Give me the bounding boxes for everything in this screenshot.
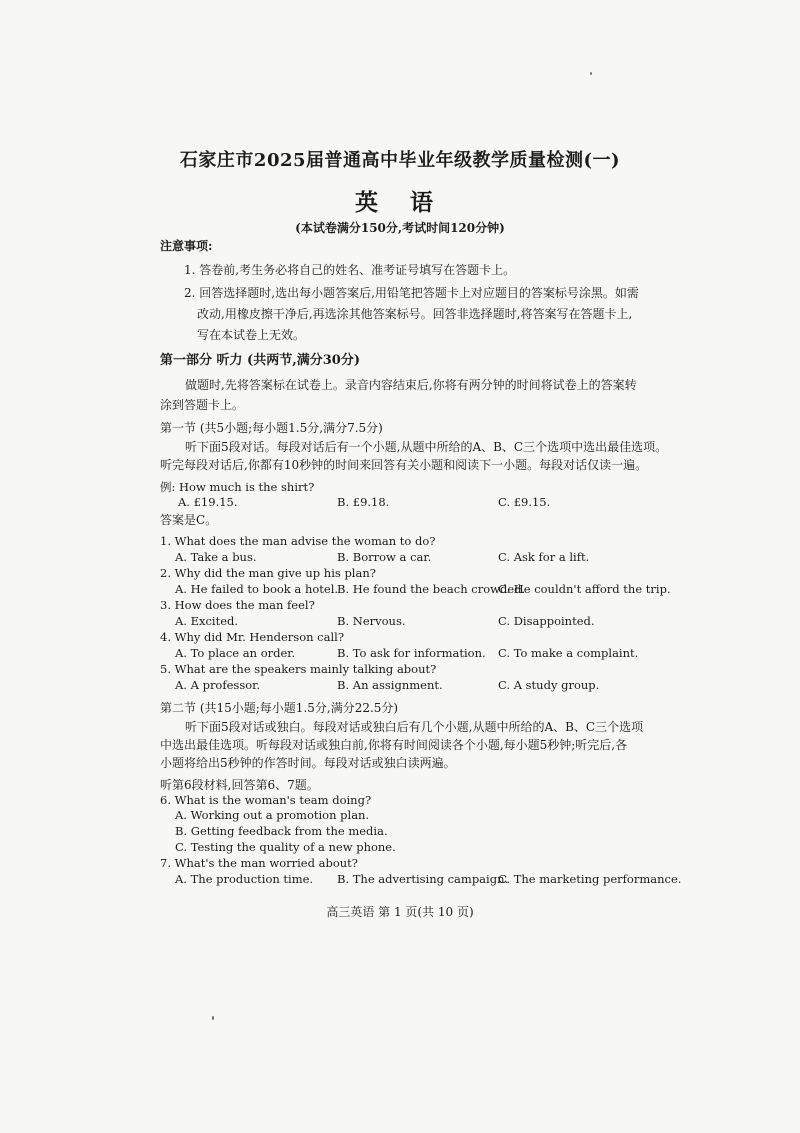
example-option-c: C. £9.15. — [498, 495, 551, 509]
question-4-option-a: A. To place an order. — [175, 646, 296, 660]
section2-instructions-cont: 小题将给出5秒钟的作答时间。每段对话或独白读两遍。 — [160, 756, 456, 770]
question-7: 7. What's the man worried about? — [160, 856, 358, 870]
notes-item-2-cont: 改动,用橡皮擦干净后,再选涂其他答案标号。回答非选择题时,将答案写在答题卡上, — [197, 307, 633, 321]
section2-heading: 第二节 (共15小题;每小题1.5分,满分22.5分) — [160, 701, 399, 715]
question-1: 1. What does the man advise the woman to do? — [160, 534, 436, 548]
question-7-option-a: A. The production time. — [175, 872, 314, 886]
question-4: 4. Why did Mr. Henderson call? — [160, 630, 344, 644]
question-4-option-b: B. To ask for information. — [337, 646, 486, 660]
material-note: 听第6段材料,回答第6、7题。 — [160, 778, 319, 792]
question-3-option-a: A. Excited. — [175, 614, 239, 628]
score-info: (本试卷满分150分,考试时间120分钟) — [295, 221, 505, 235]
example-option-a: A. £19.15. — [178, 495, 238, 509]
question-5-option-a: A. A professor. — [175, 678, 261, 692]
question-1-option-c: C. Ask for a lift. — [498, 550, 590, 564]
scan-speck — [212, 1016, 214, 1020]
question-5-option-c: C. A study group. — [498, 678, 600, 692]
section2-instructions: 听下面5段对话或独白。每段对话或独白后有几个小题,从题中所给的A、B、C三个选项 — [185, 720, 644, 734]
example-question: 例: How much is the shirt? — [160, 480, 315, 494]
exam-title: 石家庄市2025届普通高中毕业年级教学质量检测(一) — [179, 150, 621, 171]
question-3: 3. How does the man feel? — [160, 598, 315, 612]
notes-item-1: 1. 答卷前,考生务必将自己的姓名、准考证号填写在答题卡上。 — [184, 263, 516, 277]
section1-instructions: 听下面5段对话。每段对话后有一个小题,从题中所给的A、B、C三个选项中选出最佳选项。 — [185, 440, 668, 454]
question-6-option-a: A. Working out a promotion plan. — [175, 808, 370, 822]
question-4-option-c: C. To make a complaint. — [498, 646, 639, 660]
question-1-option-a: A. Take a bus. — [175, 550, 257, 564]
question-7-option-b: B. The advertising campaign. — [337, 872, 509, 886]
part1-intro: 做题时,先将答案标在试卷上。录音内容结束后,你将有两分钟的时间将试卷上的答案转 — [185, 378, 637, 392]
notes-item-2: 2. 回答选择题时,选出每小题答案后,用铅笔把答题卡上对应题目的答案标号涂黑。如需 — [184, 286, 639, 300]
question-6: 6. What is the woman's team doing? — [160, 793, 372, 807]
question-5-option-b: B. An assignment. — [337, 678, 443, 692]
question-2-option-b: B. He found the beach crowded. — [337, 582, 526, 596]
part1-heading: 第一部分 听力 (共两节,满分30分) — [160, 353, 360, 368]
page-footer: 高三英语 第 1 页(共 10 页) — [326, 905, 474, 919]
question-3-option-c: C. Disappointed. — [498, 614, 595, 628]
question-6-option-b: B. Getting feedback from the media. — [175, 824, 388, 838]
section1-heading: 第一节 (共5小题;每小题1.5分,满分7.5分) — [160, 421, 383, 435]
scan-speck — [590, 72, 592, 75]
section1-instructions-cont: 听完每段对话后,你都有10秒钟的时间来回答有关小题和阅读下一小题。每段对话仅读一遍。 — [160, 458, 648, 472]
question-2-option-c: C. He couldn't afford the trip. — [498, 582, 671, 596]
notes-heading: 注意事项: — [160, 239, 213, 253]
question-3-option-b: B. Nervous. — [337, 614, 406, 628]
question-6-option-c: C. Testing the quality of a new phone. — [175, 840, 396, 854]
question-1-option-b: B. Borrow a car. — [337, 550, 432, 564]
notes-item-2-cont: 写在本试卷上无效。 — [197, 328, 306, 342]
question-2: 2. Why did the man give up his plan? — [160, 566, 376, 580]
question-5: 5. What are the speakers mainly talking about? — [160, 662, 437, 676]
example-answer: 答案是C。 — [160, 513, 218, 527]
example-option-b: B. £9.18. — [337, 495, 390, 509]
question-7-option-c: C. The marketing performance. — [498, 872, 682, 886]
section2-instructions-cont: 中选出最佳选项。听每段对话或独白前,你将有时间阅读各个小题,每小题5秒钟;听完后,各 — [160, 738, 628, 752]
subject-title: 英 语 — [354, 189, 445, 216]
question-2-option-a: A. He failed to book a hotel. — [175, 582, 339, 596]
part1-intro-cont: 涂到答题卡上。 — [160, 398, 245, 412]
